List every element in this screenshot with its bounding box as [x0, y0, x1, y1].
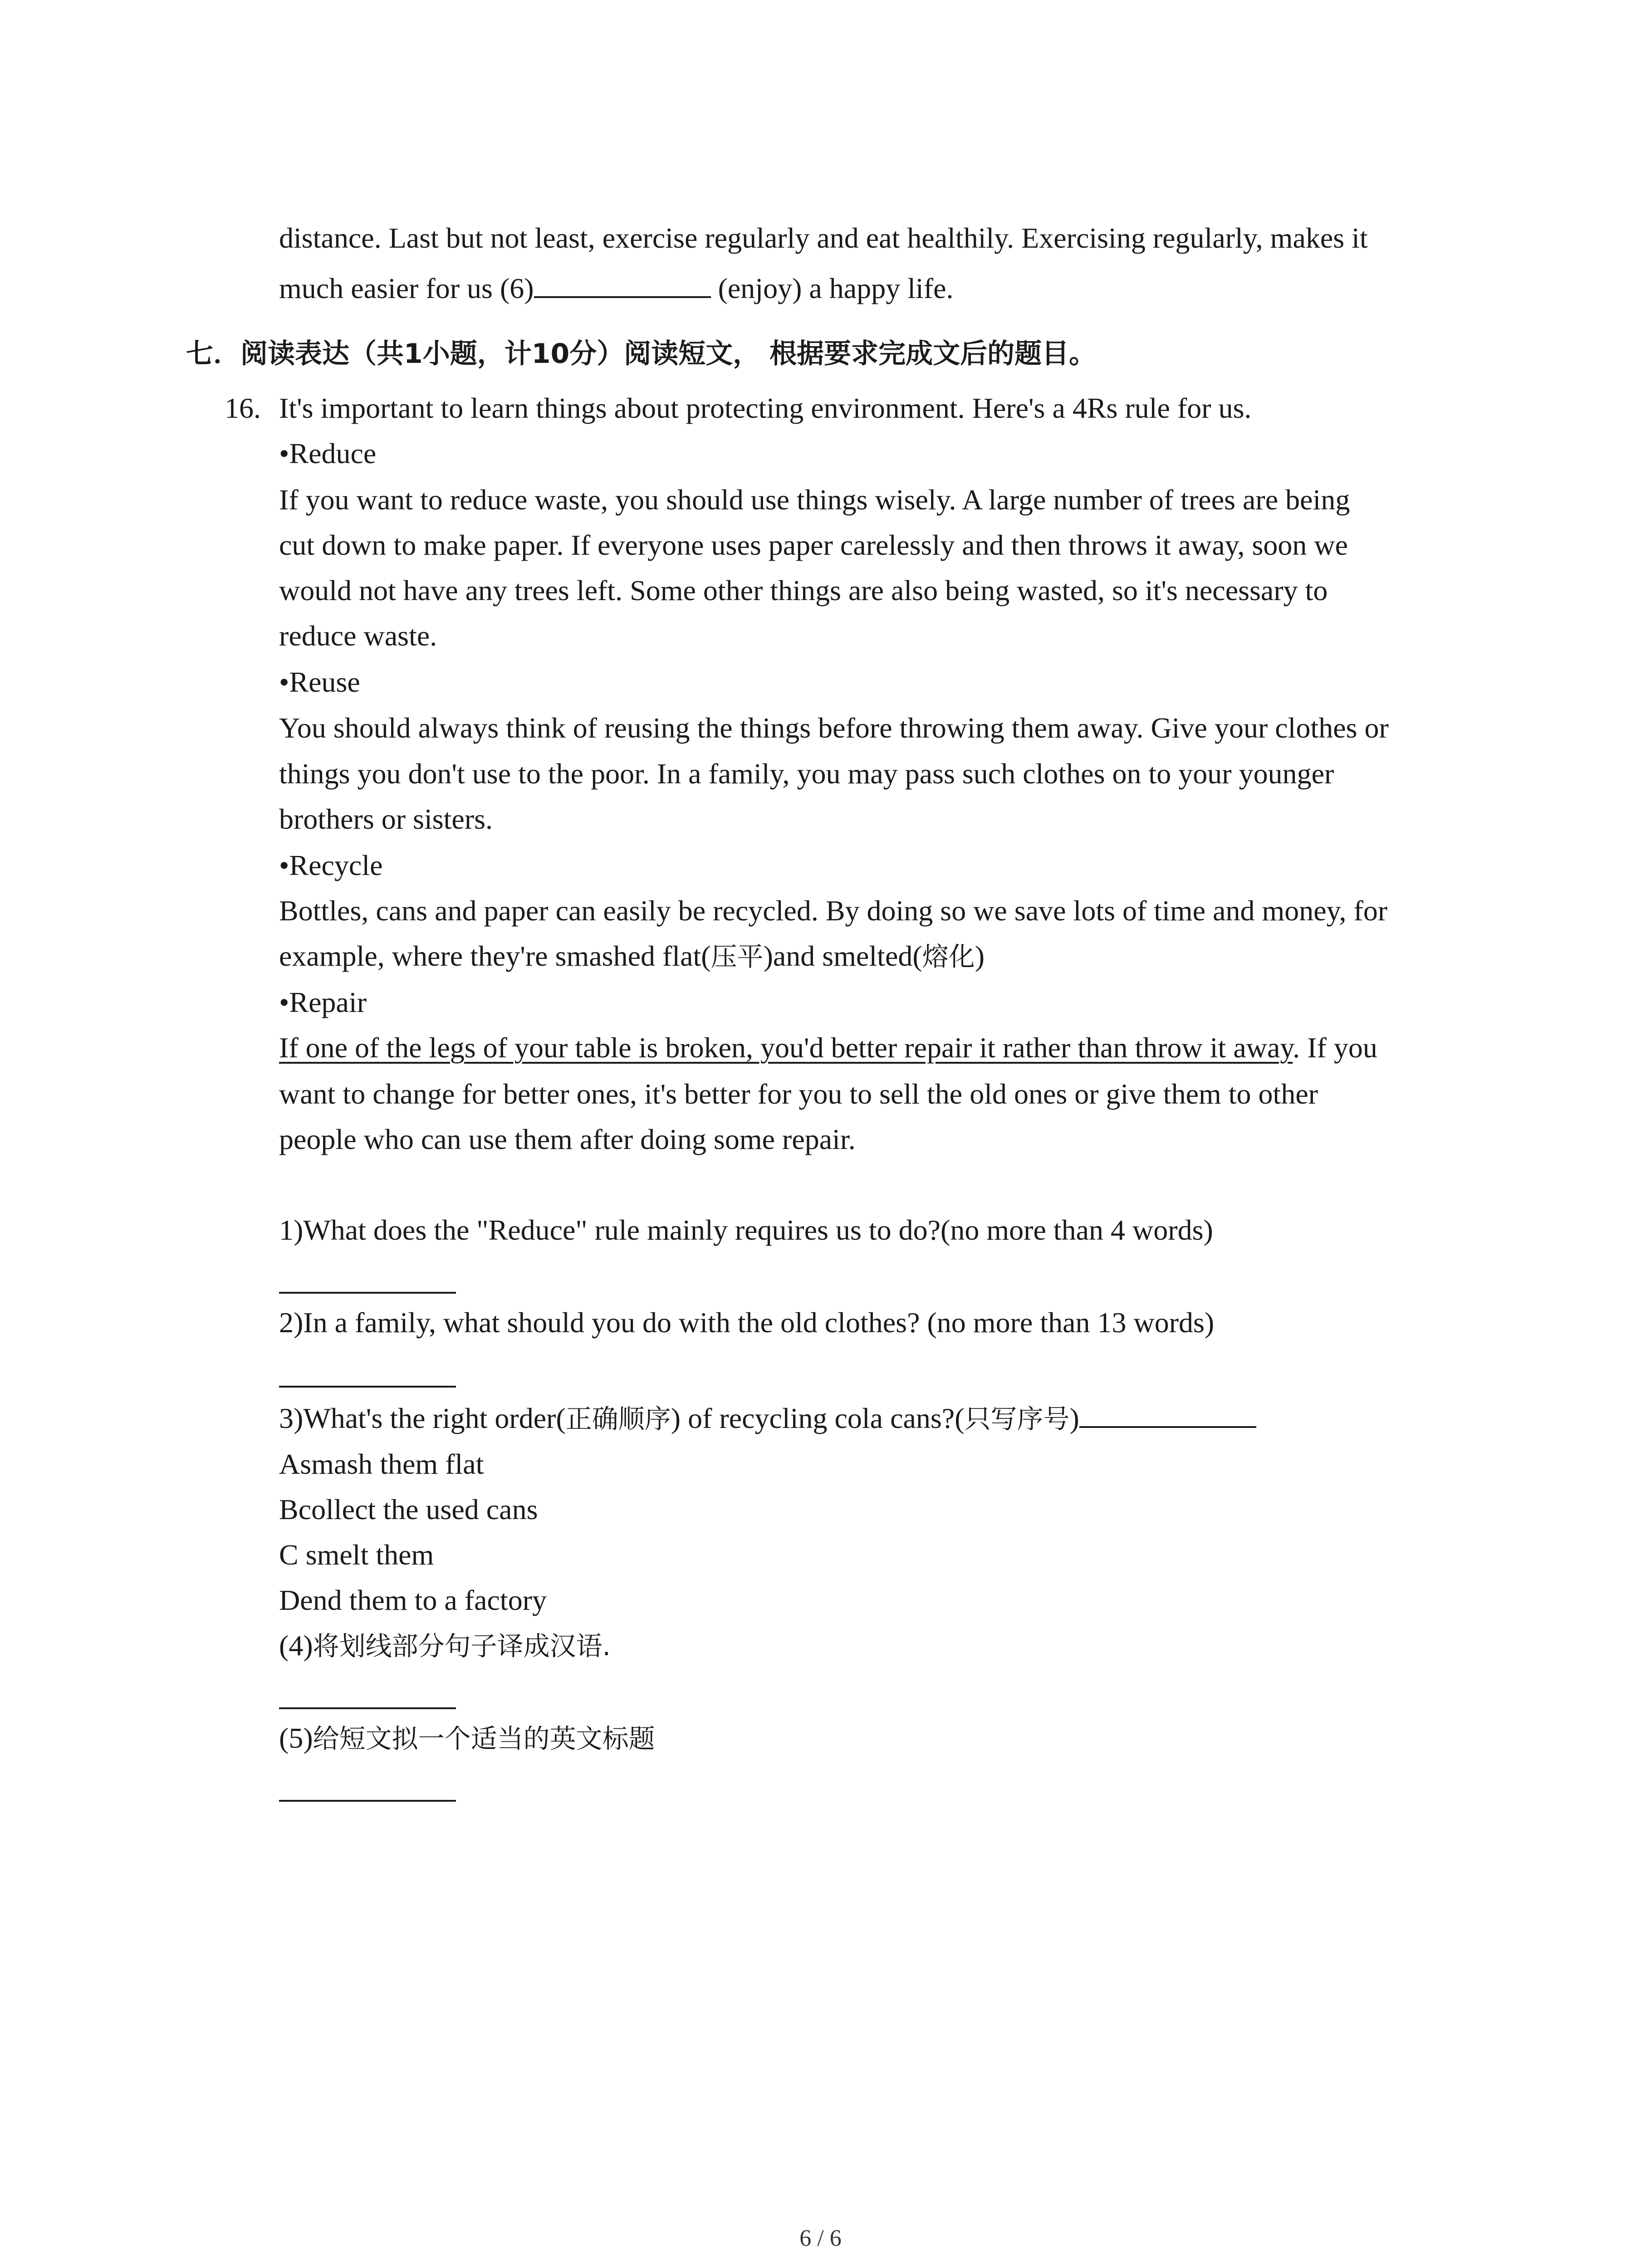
- recycle-cn-2: 熔化: [922, 941, 975, 972]
- answer-blank-q4[interactable]: [279, 1707, 456, 1709]
- recycle-cn-1: 压平: [710, 941, 764, 972]
- repair-line-3: people who can use them after doing some repair.: [279, 1123, 856, 1155]
- reuse-line-2: things you don't use to the poor. In a family, you may pass such clothes on to your younger: [279, 758, 1334, 790]
- question-3: [279, 1400, 1256, 1437]
- repair-line-2: want to change for better ones, it's better for you to sell the old ones or give them to other: [279, 1078, 1318, 1110]
- answer-blank-q1[interactable]: [279, 1292, 456, 1294]
- q3-cn-2: 只写序号: [964, 1403, 1070, 1434]
- repair-title: •Repair: [279, 986, 367, 1018]
- recycle-line-2-pre: example, where they're smashed flat(: [279, 940, 711, 972]
- reduce-line-1: If you want to reduce waste, you should use things wisely. A large number of trees are being: [279, 484, 1350, 516]
- answer-blank-q2[interactable]: [279, 1386, 456, 1388]
- question-2: 2)In a family, what should you do with the old clothes? (no more than 13 words): [279, 1306, 1215, 1339]
- reduce-title: •Reduce: [279, 437, 377, 469]
- prev-text-line-1: distance. Last but not least, exercise regularly and eat healthily. Exercising regularly, makes it: [279, 222, 1368, 254]
- reduce-line-2: cut down to make paper. If everyone uses paper carelessly and then throws it away, soon we: [279, 529, 1348, 561]
- recycle-line-2-mid: )and smelted(: [763, 940, 922, 972]
- recycle-line-1: Bottles, cans and paper can easily be recycled. By doing so we save lots of time and money, for: [279, 894, 1388, 927]
- option-a: Asmash them flat: [279, 1448, 484, 1480]
- answer-blank-q3[interactable]: [1079, 1400, 1256, 1428]
- intro-text: It's important to learn things about protecting environment. Here's a 4Rs rule for us.: [279, 392, 1252, 424]
- q5-pre: (5): [279, 1722, 313, 1754]
- prev-text-line-2: [279, 270, 953, 307]
- question-number: 16.: [225, 392, 261, 424]
- option-c: C smelt them: [279, 1539, 434, 1571]
- reuse-line-3: brothers or sisters.: [279, 803, 493, 835]
- prev-line-2-pre: much easier for us (6): [279, 272, 534, 304]
- q4-cn: 将划线部分句子译成汉语.: [313, 1631, 611, 1662]
- section-heading: 七．阅读表达（共1小题，计10分）阅读短文， 根据要求完成文后的题目。: [186, 338, 1097, 370]
- question-1: 1)What does the "Reduce" rule mainly requires us to do?(no more than 4 words): [279, 1214, 1213, 1246]
- q5-cn: 给短文拟一个适当的英文标题: [313, 1723, 655, 1754]
- repair-underlined-sentence: If one of the legs of your table is broken, you'd better repair it rather than throw it away: [279, 1031, 1293, 1064]
- q4-pre: (4): [279, 1629, 313, 1662]
- question-4: [279, 1628, 611, 1664]
- reduce-line-3: would not have any trees left. Some other things are also being wasted, so it's necessary to: [279, 574, 1328, 606]
- recycle-line-2-post: ): [975, 940, 985, 972]
- option-d: Dend them to a factory: [279, 1584, 547, 1616]
- repair-line-1: [279, 1030, 1377, 1066]
- answer-blank-6[interactable]: [534, 270, 711, 298]
- prev-line-2-post: (enjoy) a happy life.: [710, 272, 954, 304]
- repair-line-1-post: . If you: [1293, 1031, 1377, 1064]
- recycle-line-2: [279, 938, 985, 975]
- q3-pre: 3)What's the right order(: [279, 1402, 566, 1434]
- reuse-line-1: You should always think of reusing the things before throwing them away. Give your clothes or: [279, 712, 1389, 744]
- answer-blank-q5[interactable]: [279, 1800, 456, 1802]
- q3-mid: ) of recycling cola cans?(: [671, 1402, 965, 1434]
- question-5: [279, 1720, 655, 1757]
- option-b: Bcollect the used cans: [279, 1493, 538, 1525]
- reduce-line-4: reduce waste.: [279, 620, 437, 652]
- page-number: 6 / 6: [799, 2225, 842, 2251]
- q3-cn-1: 正确顺序: [565, 1403, 671, 1434]
- reuse-title: •Reuse: [279, 666, 360, 698]
- recycle-title: •Recycle: [279, 849, 383, 881]
- q3-post: ): [1069, 1402, 1079, 1434]
